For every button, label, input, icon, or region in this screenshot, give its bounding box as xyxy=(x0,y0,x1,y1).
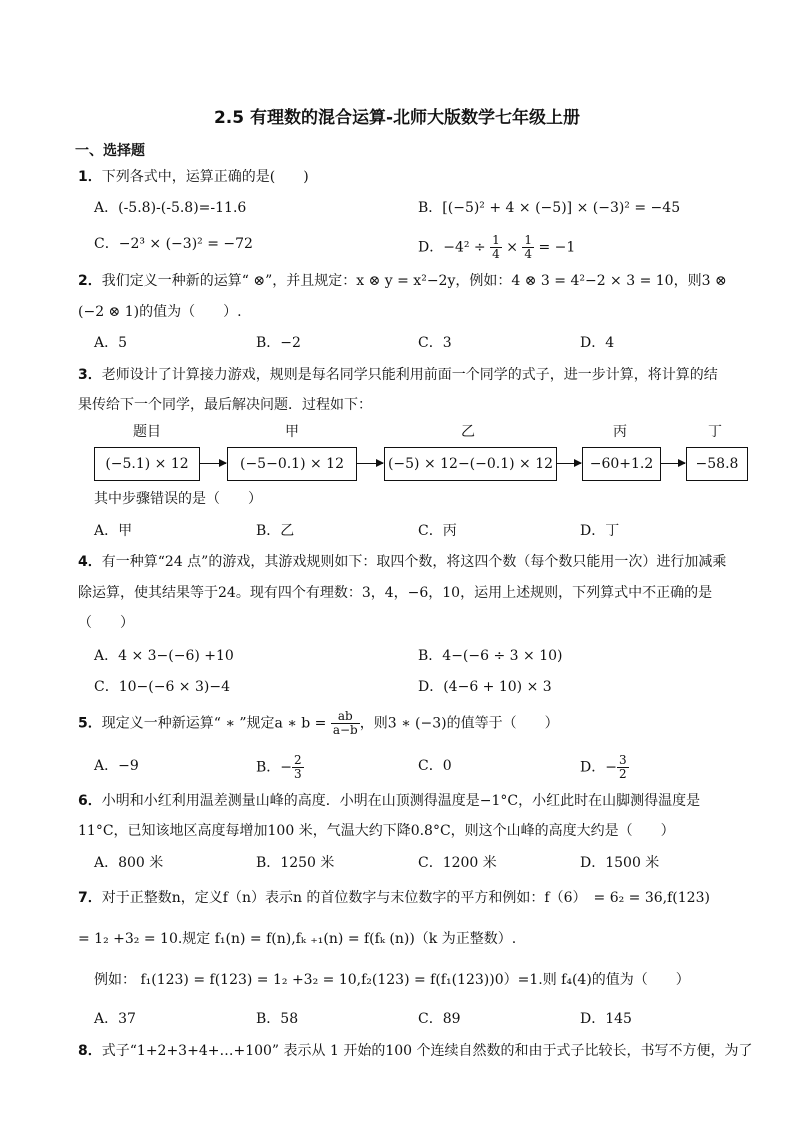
arrow-icon xyxy=(661,463,685,464)
q5-option-c: C．0 xyxy=(418,758,452,774)
q2-option-b: B．−2 xyxy=(256,335,301,351)
question-stem: 下列各式中，运算正确的是( ) xyxy=(101,169,309,185)
question-stem: 式子“1+2+3+4+…+100” 表示从 1 开始的100 个连续自然数的和由于式子比较长，书写不方便，为了 xyxy=(101,1043,753,1059)
q4-option-d: D．(4−6 + 10) × 3 xyxy=(418,679,552,695)
q1-option-c: C．−2³ × (−3)² = −72 xyxy=(94,236,253,252)
question-8 xyxy=(78,1041,753,1061)
q6-option-c: C．1200 米 xyxy=(418,855,497,871)
q1-d-text: D．−4² ÷ xyxy=(418,239,491,256)
q1-d-fraction-2: $\frac{1}{4}$ xyxy=(524,233,533,261)
flow-label-4: 丁 xyxy=(708,424,722,440)
q3-option-a: A．甲 xyxy=(94,523,133,539)
q1-option-d xyxy=(418,234,575,261)
question-number: 3． xyxy=(78,367,102,383)
q5-option-a: A．−9 xyxy=(94,758,139,774)
q1-option-a: A．(-5.8)-(-5.8)=-11.6 xyxy=(94,200,247,216)
flow-label-1: 甲 xyxy=(285,424,299,440)
question-5 xyxy=(78,710,559,737)
arrow-icon xyxy=(357,463,383,464)
question-7-line-2: = 1₂ +3₂ = 10.规定 f₁(n) = f(n),fₖ ₊₁(n) = f(fₖ (n))（k 为正整数）. xyxy=(78,931,517,947)
q1-option-b: B．[(−5)² + 4 × (−5)] × (−3)² = −45 xyxy=(418,200,681,216)
arrow-icon xyxy=(557,463,581,464)
page-title: 2.5 有理数的混合运算-北师大版数学七年级上册 xyxy=(213,108,581,128)
q2-option-c: C．3 xyxy=(418,335,452,351)
question-number: 4． xyxy=(78,554,102,570)
arrow-icon xyxy=(200,463,226,464)
q7-option-a: A．37 xyxy=(94,1011,136,1027)
q6-option-b: B．1250 米 xyxy=(256,855,335,871)
question-stem: 我们定义一种新的运算“ ⊗”，并且规定：x ⊗ y = x²−2y，例如：4 ⊗ 3 = 4²−2 × 3 = 10，则3 ⊗ xyxy=(101,273,727,289)
flow-label-3: 丙 xyxy=(613,424,627,440)
q2-option-a: A．5 xyxy=(94,335,128,351)
q5-d-fraction: $\frac{3}{2}$ xyxy=(618,753,627,781)
question-4-line-2: 除运算，使其结果等于24。现有四个有理数：3，4，−6，10，运用上述规则，下列算式中不正确的是 xyxy=(78,585,713,601)
flow-box-1: (−5−0.1) × 12 xyxy=(227,447,357,481)
question-2-line-2: (−2 ⊗ 1)的值为（ ）. xyxy=(78,304,242,320)
q5-option-d xyxy=(580,754,629,781)
question-number: 6． xyxy=(78,793,102,809)
question-stem: 有一种算“24 点”的游戏，其游戏规则如下：取四个数，将这四个数（每个数只能用一次）进行加减乘 xyxy=(101,554,727,570)
flow-label-2: 乙 xyxy=(461,424,475,440)
flow-box-0: (−5.1) × 12 xyxy=(94,447,200,481)
question-number: 5． xyxy=(78,715,102,732)
q7-option-b: B．58 xyxy=(256,1011,299,1027)
q6-option-a: A．800 米 xyxy=(94,855,164,871)
q5-d-text: D．− xyxy=(580,759,617,776)
q7-option-d: D．145 xyxy=(580,1011,632,1027)
question-number: 2． xyxy=(78,273,102,289)
question-3 xyxy=(78,365,718,385)
question-number: 8． xyxy=(78,1043,102,1059)
flow-box-2: (−5) × 12−(−0.1) × 12 xyxy=(384,447,557,481)
question-4 xyxy=(78,552,726,572)
question-stem: 小明和小红利用温差测量山峰的高度．小明在山顶测得温度是−1°C，小红此时在山脚测得温度是 xyxy=(101,793,701,809)
question-stem: 现定义一种新运算“ ∗ ”规定a ∗ b = xyxy=(101,715,331,732)
question-number: 7． xyxy=(78,890,102,906)
flow-box-4: −58.8 xyxy=(686,447,748,481)
question-2 xyxy=(78,271,727,291)
flow-box-3: −60+1.2 xyxy=(582,447,661,481)
q3-option-d: D．丁 xyxy=(580,523,620,539)
q3-option-c: C．丙 xyxy=(418,523,457,539)
q4-option-b: B．4−(−6 ÷ 3 × 10) xyxy=(418,648,563,664)
flow-label-0: 题目 xyxy=(133,424,161,440)
question-3-tail: 其中步骤错误的是（ ） xyxy=(94,491,262,507)
q5-b-text: B．− xyxy=(256,759,293,776)
q5-b-fraction: $\frac{2}{3}$ xyxy=(294,753,302,781)
q5-option-b xyxy=(256,754,304,781)
section-heading: 一、选择题 xyxy=(75,143,145,159)
question-stem: 老师设计了计算接力游戏，规则是每名同学只能利用前面一个同学的式子，进一步计算，将计算的结 xyxy=(101,367,718,383)
q2-option-d: D．4 xyxy=(580,335,615,351)
question-7 xyxy=(78,888,710,908)
q1-d-fraction-1: $\frac{1}{4}$ xyxy=(492,233,500,261)
q7-option-c: C．89 xyxy=(418,1011,461,1027)
q1-d-text: × xyxy=(501,239,523,256)
question-4-line-3: （ ） xyxy=(78,615,134,631)
question-1 xyxy=(78,167,309,187)
q3-option-b: B．乙 xyxy=(256,523,295,539)
q6-option-d: D．1500 米 xyxy=(580,855,660,871)
question-stem: 对于正整数n，定义f（n）表示n 的首位数字与末位数字的平方和例如：f（6） = 6₂ = 36,f(123) xyxy=(101,890,710,906)
q4-option-a: A．4 × 3−(−6) +10 xyxy=(94,648,234,664)
q4-option-c: C．10−(−6 × 3)−4 xyxy=(94,679,230,695)
q1-d-text: = −1 xyxy=(534,239,576,256)
question-3-line-2: 果传给下一个同学，最后解决问题．过程如下： xyxy=(78,397,372,413)
question-6-line-2: 11°C，已知该地区高度每增加100 米，气温大约下降0.8°C，则这个山峰的高度大约是（ ） xyxy=(78,823,675,839)
question-number: 1． xyxy=(78,169,102,185)
question-stem: ，则3 ∗ (−3)的值等于（ ） xyxy=(359,715,559,732)
q5-fraction: $\frac{ab}{a-b}$ xyxy=(332,709,358,737)
question-6 xyxy=(78,791,700,811)
question-7-line-3: 例如： f₁(123) = f(123) = 1₂ +3₂ = 10,f₂(123) = f(f₁(123))0）=1.则 f₄(4)的值为（ ） xyxy=(94,972,690,988)
